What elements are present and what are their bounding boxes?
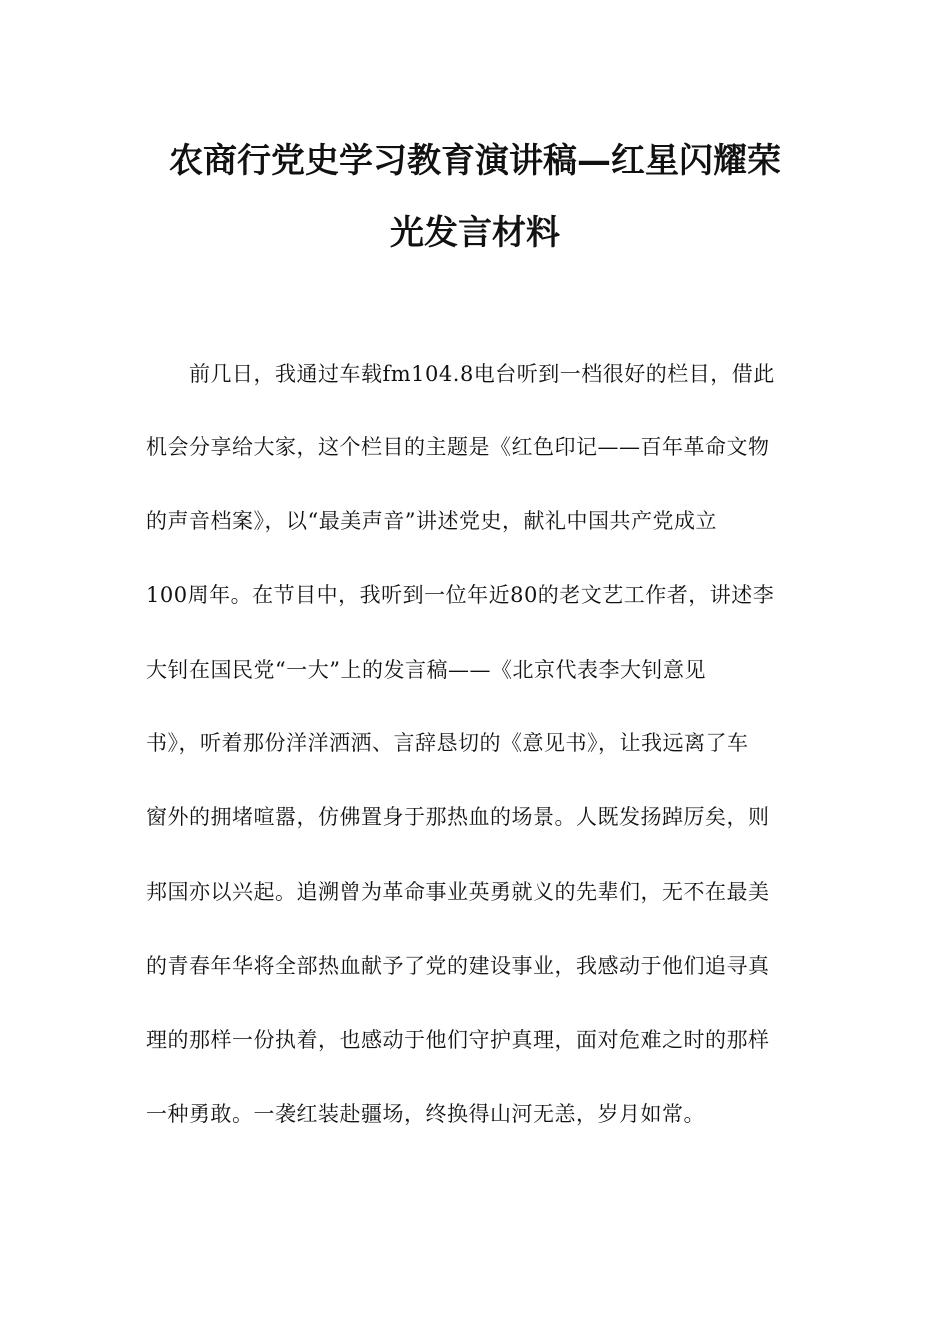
document-title-line-1: 农商行党史学习教育演讲稿—红星闪耀荣 xyxy=(169,141,781,181)
body-line-8: 邦国亦以兴起。追溯曾为革命事业英勇就义的先辈们，无不在最美 xyxy=(146,880,770,904)
body-line-11: 一种勇敢。一袭红装赴疆场，终换得山河无恙，岁月如常。 xyxy=(146,1102,705,1126)
body-line-5: 大钊在国民党“一大”上的发言稿——《北京代表李大钊意见 xyxy=(146,658,706,682)
body-line-4: 100周年。在节目中，我听到一位年近80的老文艺工作者，讲述李 xyxy=(146,583,775,607)
body-line-3: 的声音档案》，以“最美声音”讲述党史，献礼中国共产党成立 xyxy=(146,509,717,533)
document-title-line-2: 光发言材料 xyxy=(390,213,560,253)
body-line-9: 的青春年华将全部热血献予了党的建设事业，我感动于他们追寻真 xyxy=(146,954,770,978)
body-line-7: 窗外的拥堵喧嚣，仿佛置身于那热血的场景。人既发扬踔厉矣，则 xyxy=(146,805,770,829)
body-line-10: 理的那样一份执着，也感动于他们守护真理，面对危难之时的那样 xyxy=(146,1028,770,1052)
body-line-6: 书》，听着那份洋洋洒洒、言辞恳切的《意见书》，让我远离了车 xyxy=(146,731,749,755)
body-line-1: 前几日，我通过车载fm104.8电台听到一档很好的栏目，借此 xyxy=(189,362,775,386)
body-line-2: 机会分享给大家，这个栏目的主题是《红色印记——百年革命文物 xyxy=(146,435,770,459)
